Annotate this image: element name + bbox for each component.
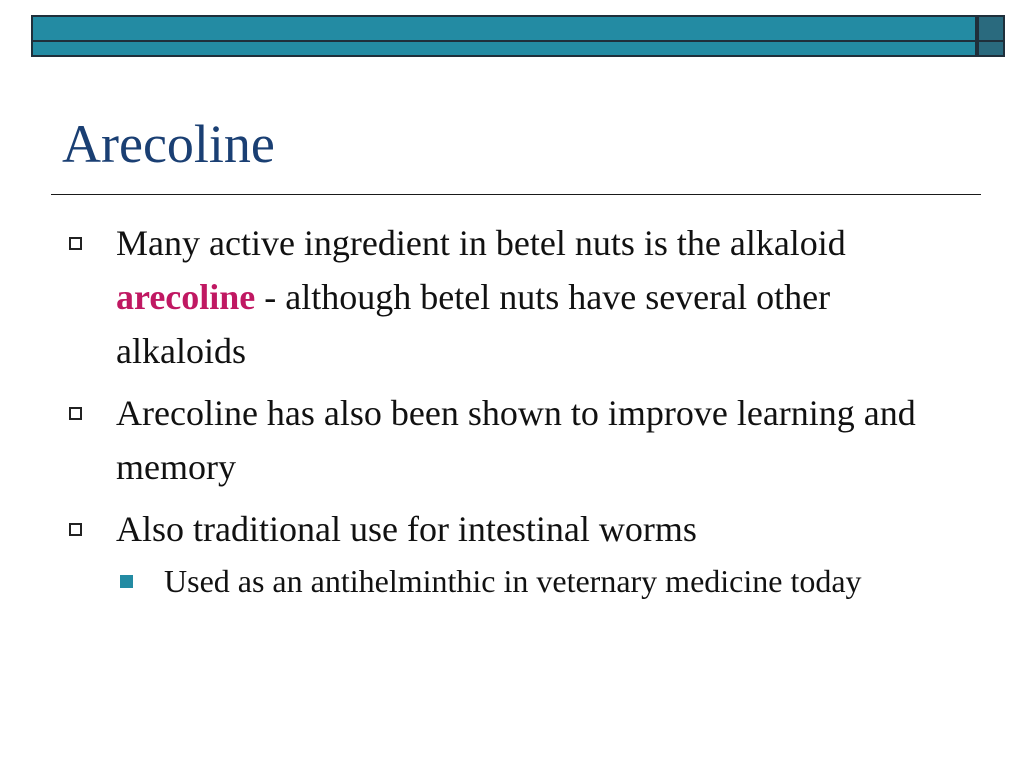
corner-box-stripe (979, 40, 1003, 42)
slide-title: Arecoline (62, 114, 275, 174)
bullet-text-part: Many active ingredient in betel nuts is the alkaloid (116, 223, 846, 263)
header-decoration-bar (31, 15, 977, 57)
filled-square-bullet-icon (120, 575, 133, 588)
bullet-item (116, 216, 936, 378)
header-corner-box (977, 15, 1005, 57)
bullet-item (116, 386, 936, 494)
slide-content (0, 216, 1024, 604)
hollow-square-bullet-icon (69, 523, 82, 536)
bullet-text-part: - although betel nuts have several other alkaloids (116, 277, 831, 371)
sub-bullet-text: Used as an antihelminthic in veternary medicine today (164, 563, 862, 599)
sub-bullet-item (164, 558, 964, 604)
highlighted-term: arecoline (116, 277, 256, 317)
title-divider (51, 194, 981, 195)
bullet-text: Arecoline has also been shown to improve learning and memory (116, 393, 916, 487)
header-bar-stripe (33, 40, 975, 42)
bullet-item (116, 502, 936, 556)
hollow-square-bullet-icon (69, 407, 82, 420)
hollow-square-bullet-icon (69, 237, 82, 250)
bullet-text: Also traditional use for intestinal worms (116, 509, 697, 549)
